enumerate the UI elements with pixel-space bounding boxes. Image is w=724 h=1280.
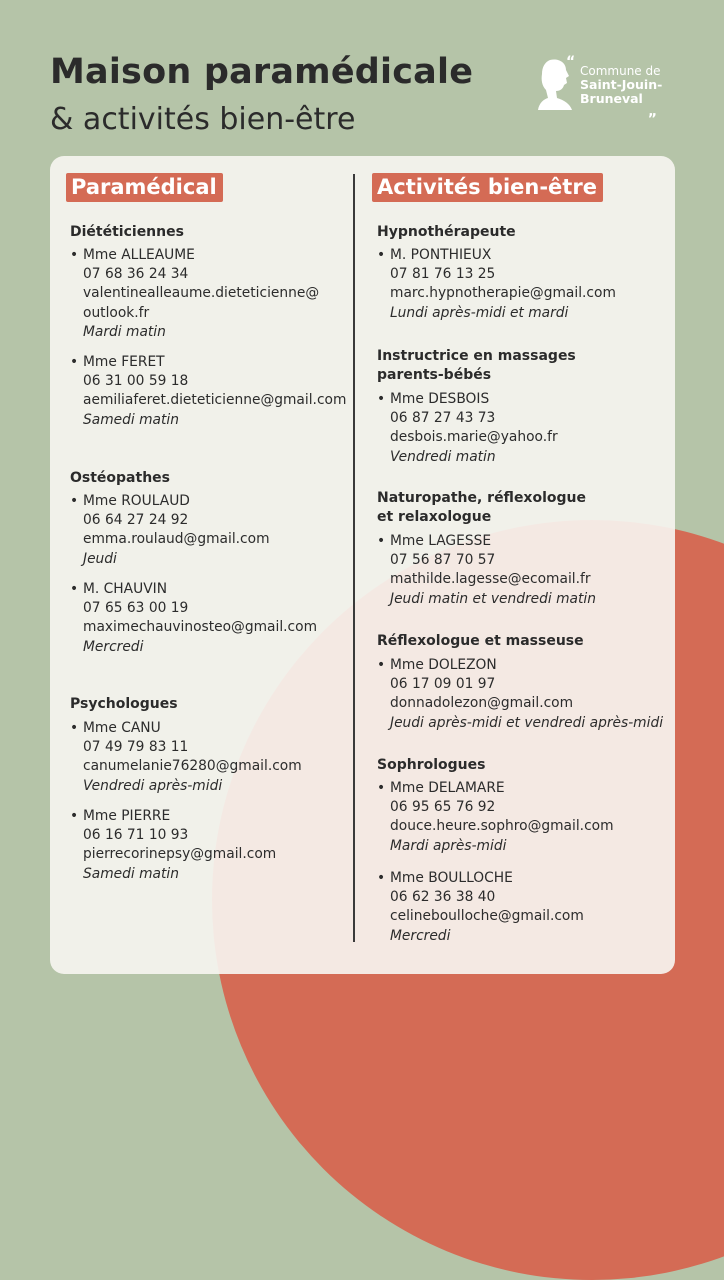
- contact-schedule: Mercredi: [83, 638, 144, 655]
- contact-email[interactable]: valentinealleaume.dieteticienne@: [83, 285, 320, 302]
- section-title: Hypnothérapeute: [377, 224, 516, 240]
- contact-phone[interactable]: 06 64 27 24 92: [83, 512, 189, 529]
- section-title: Naturopathe, réflexologue: [377, 490, 586, 506]
- contact-phone[interactable]: 07 49 79 83 11: [83, 739, 189, 756]
- contact-schedule: Mardi matin: [83, 323, 166, 340]
- contact-schedule: Samedi matin: [83, 411, 179, 428]
- contact-schedule: Lundi après-midi et mardi: [390, 304, 569, 321]
- contact-entry: • Mme ROULAUD 06 64 27 24 92 emma.roulaud@gmail.com Jeudi: [70, 492, 270, 569]
- quote-close-icon: „: [648, 104, 658, 120]
- contact-email[interactable]: maximechauvinosteo@gmail.com: [83, 619, 318, 636]
- paramedical-heading: Paramédical: [68, 173, 223, 202]
- section-title: Réflexologue et masseuse: [377, 633, 584, 649]
- contact-phone[interactable]: 06 31 00 59 18: [83, 373, 189, 390]
- contact-entry: • Mme DOLEZON 06 17 09 01 97 donnadolezon@gmail.com Jeudi après-midi et vendredi après-midi: [377, 656, 663, 733]
- section-hypnotherapeute: [377, 223, 516, 242]
- contact-schedule: Jeudi matin et vendredi matin: [390, 590, 597, 607]
- contact-entry: • Mme BOULLOCHE 06 62 36 38 40 celineboulloche@gmail.com Mercredi: [377, 869, 584, 946]
- contact-phone[interactable]: 07 81 76 13 25: [390, 266, 496, 283]
- contact-name: Mme DESBOIS: [390, 391, 490, 407]
- contact-name: Mme ROULAUD: [83, 493, 190, 509]
- contact-entry: • Mme CANU 07 49 79 83 11 canumelanie76280@gmail.com Vendredi après-midi: [70, 719, 302, 796]
- contact-name: Mme FERET: [83, 354, 165, 370]
- logo-text: [580, 64, 662, 106]
- contact-email[interactable]: celineboulloche@gmail.com: [390, 908, 584, 925]
- contact-entry: • M. CHAUVIN 07 65 63 00 19 maximechauvinosteo@gmail.com Mercredi: [70, 580, 317, 657]
- contact-name: Mme BOULLOCHE: [390, 870, 513, 886]
- contact-email[interactable]: canumelanie76280@gmail.com: [83, 758, 302, 775]
- contact-email[interactable]: donnadolezon@gmail.com: [390, 695, 574, 712]
- contact-email[interactable]: douce.heure.sophro@gmail.com: [390, 818, 614, 835]
- logo-line-1: Commune de: [580, 64, 661, 78]
- contact-phone[interactable]: 07 56 87 70 57: [390, 552, 496, 569]
- contact-schedule: Vendredi matin: [390, 448, 496, 465]
- contact-email[interactable]: mathilde.lagesse@ecomail.fr: [390, 571, 591, 588]
- contact-name: Mme DOLEZON: [390, 657, 497, 673]
- section-psychologues: [70, 695, 178, 714]
- contact-phone[interactable]: 07 65 63 00 19: [83, 600, 189, 617]
- section-title: Instructrice en massages: [377, 348, 576, 364]
- contact-email[interactable]: marc.hypnotherapie@gmail.com: [390, 285, 616, 302]
- contact-name: M. CHAUVIN: [83, 581, 168, 597]
- contact-phone[interactable]: 06 62 36 38 40: [390, 889, 496, 906]
- section-title-continued: parents-bébés: [377, 367, 492, 383]
- contact-name: Mme ALLEAUME: [83, 247, 195, 263]
- contact-email[interactable]: emma.roulaud@gmail.com: [83, 531, 270, 548]
- contact-schedule: Samedi matin: [83, 865, 179, 882]
- contact-schedule: Jeudi: [83, 550, 117, 567]
- section-osteopathes: [70, 469, 170, 488]
- contact-entry: • Mme DELAMARE 06 95 65 76 92 douce.heure.sophro@gmail.com Mardi après-midi: [377, 779, 614, 856]
- section-reflexologue-masseuse: [377, 632, 584, 651]
- page-subtitle: & activités bien-être: [50, 102, 356, 137]
- contact-schedule: Vendredi après-midi: [83, 777, 223, 794]
- section-title-continued: et relaxologue: [377, 509, 492, 525]
- page-title: Maison paramédicale: [50, 52, 474, 92]
- contact-name: Mme DELAMARE: [390, 780, 505, 796]
- contact-schedule: Mardi après-midi: [390, 837, 507, 854]
- contact-entry: • Mme ALLEAUME 07 68 36 24 34 valentinealleaume.dieteticienne@ outlook.fr Mardi matin: [70, 246, 319, 342]
- commune-logo: [536, 54, 686, 120]
- contact-entry: • Mme LAGESSE 07 56 87 70 57 mathilde.lagesse@ecomail.fr Jeudi matin et vendredi matin: [377, 532, 596, 609]
- section-title: Ostéopathes: [70, 470, 170, 486]
- section-instructrice-massages: [377, 347, 576, 385]
- contact-name: Mme LAGESSE: [390, 533, 492, 549]
- contact-email-continued[interactable]: outlook.fr: [83, 304, 150, 321]
- section-title: Sophrologues: [377, 757, 486, 773]
- section-dieteticiennes: [70, 223, 184, 242]
- quote-open-icon: “: [566, 54, 576, 70]
- bien-etre-heading: Activités bien-être: [374, 173, 603, 202]
- section-naturopathe: [377, 489, 586, 527]
- section-title: Psychologues: [70, 696, 178, 712]
- section-sophrologues: [377, 756, 485, 775]
- section-title: Diététiciennes: [70, 224, 184, 240]
- contact-entry: • M. PONTHIEUX 07 81 76 13 25 marc.hypnotherapie@gmail.com Lundi après-midi et mardi: [377, 246, 616, 323]
- contact-schedule: Jeudi après-midi et vendredi après-midi: [390, 714, 664, 731]
- contact-name: Mme PIERRE: [83, 808, 171, 824]
- logo-line-3: Bruneval: [580, 91, 643, 106]
- contact-phone[interactable]: 06 16 71 10 93: [83, 827, 189, 844]
- contact-phone[interactable]: 06 95 65 76 92: [390, 799, 496, 816]
- column-divider: [353, 174, 355, 942]
- logo-line-2: Saint-Jouin-: [580, 77, 663, 92]
- contact-entry: • Mme FERET 06 31 00 59 18 aemiliaferet.dieteticienne@gmail.com Samedi matin: [70, 353, 346, 430]
- contact-email[interactable]: pierrecorinepsy@gmail.com: [83, 846, 277, 863]
- contact-email[interactable]: desbois.marie@yahoo.fr: [390, 429, 558, 446]
- contact-phone[interactable]: 06 87 27 43 73: [390, 410, 496, 427]
- contact-entry: • Mme DESBOIS 06 87 27 43 73 desbois.marie@yahoo.fr Vendredi matin: [377, 390, 558, 467]
- contact-entry: • Mme PIERRE 06 16 71 10 93 pierrecorinepsy@gmail.com Samedi matin: [70, 807, 276, 884]
- contact-phone[interactable]: 06 17 09 01 97: [390, 676, 496, 693]
- contact-phone[interactable]: 07 68 36 24 34: [83, 266, 189, 283]
- contact-schedule: Mercredi: [390, 927, 451, 944]
- contact-email[interactable]: aemiliaferet.dieteticienne@gmail.com: [83, 392, 347, 409]
- contact-name: Mme CANU: [83, 720, 161, 736]
- contact-name: M. PONTHIEUX: [390, 247, 492, 263]
